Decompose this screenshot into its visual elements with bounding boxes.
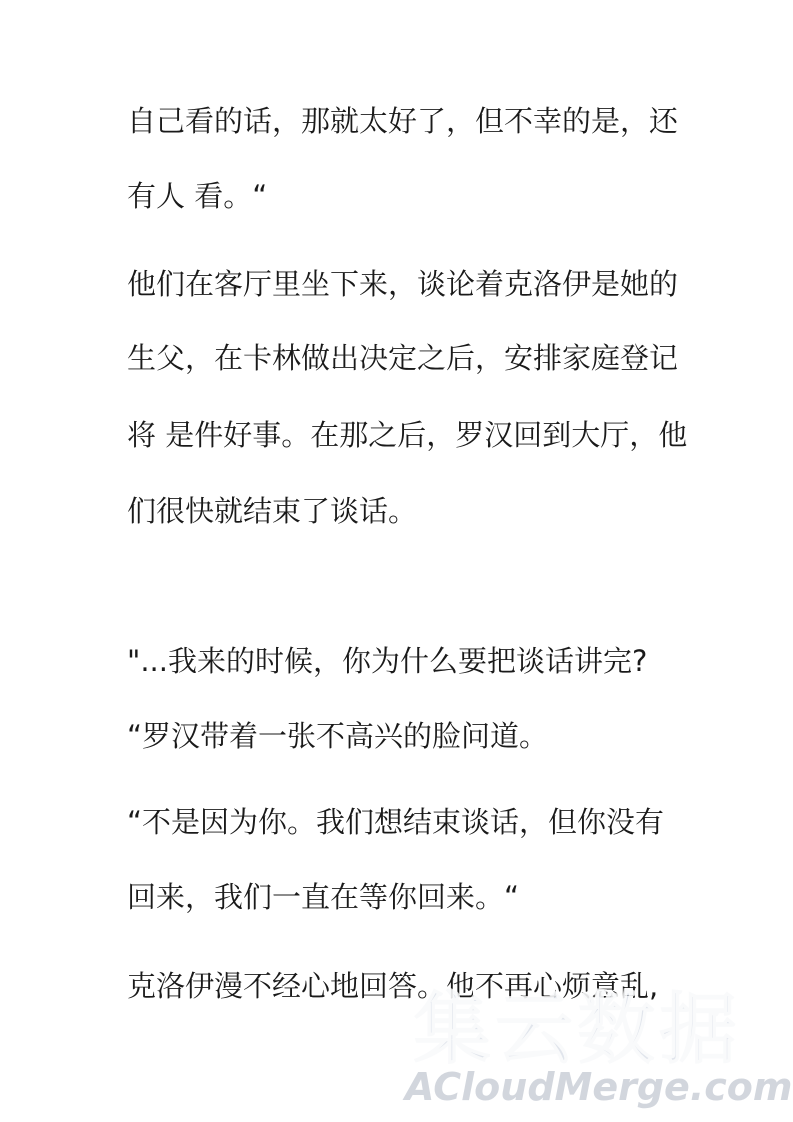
text-line: 他们在客厅里坐下来，谈论着克洛伊是她的 xyxy=(127,267,679,301)
watermark-cn-text: 集云数据 xyxy=(413,985,742,1075)
text-line: “不是因为你。我们想结束谈话，但你没有 xyxy=(127,805,665,839)
text-line: 生父，在卡林做出决定之后，安排家庭登记 xyxy=(127,341,679,375)
text-line: 回来，我们一直在等你回来。“ xyxy=(127,880,520,914)
text-line: “罗汉带着一张不高兴的脸问道。 xyxy=(127,719,549,753)
watermark-en-text: ACloudMerge.com xyxy=(405,1065,793,1109)
text-line: "...我来的时候，你为什么要把谈话讲完? xyxy=(127,644,648,678)
text-line: 自己看的话，那就太好了，但不幸的是，还 xyxy=(127,104,679,138)
text-line: 克洛伊漫不经心地回答。他不再心烦意乱, xyxy=(127,969,659,1003)
text-line: 有人 看。“ xyxy=(127,179,268,213)
text-line: 将 是件好事。在那之后，罗汉回到大厅，他 xyxy=(127,418,688,452)
text-line: 们很快就结束了谈话。 xyxy=(127,494,418,528)
